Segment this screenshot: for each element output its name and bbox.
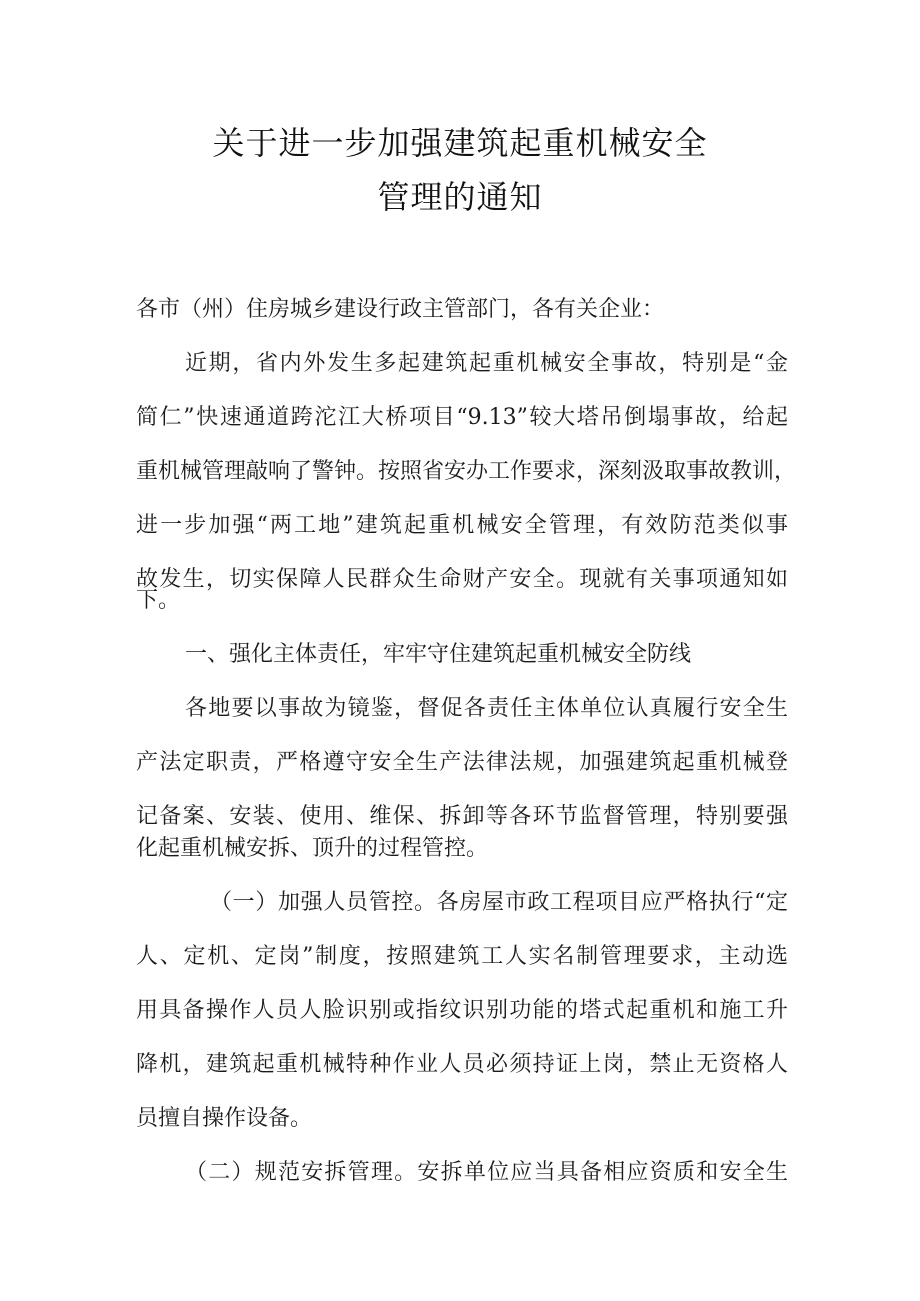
paragraph-line: 进一步加强“两工地”建筑起重机械安全管理，有效防范类似事: [136, 513, 788, 538]
paragraph-line: 记备案、安装、使用、维保、拆卸等各环节监督管理，特别要强: [136, 804, 788, 829]
paragraph-line: 人、定机、定岗”制度，按照建筑工人实名制管理要求，主动选: [136, 944, 788, 969]
title-line-2: 管理的通知: [377, 178, 543, 216]
salutation: 各市（州）住房城乡建设行政主管部门，各有关企业：: [136, 297, 665, 322]
paragraph-line: （一）加强人员管控。各房屋市政工程项目应严格执行“定: [210, 890, 788, 915]
paragraph-line: 用具备操作人员人脸识别或指纹识别功能的塔式起重机和施工升: [136, 998, 788, 1023]
paragraph-line: 重机械管理敲响了警钟。按照省安办工作要求，深刻汲取事故教训，: [136, 459, 797, 484]
paragraph-line: （二）规范安拆管理。安拆单位应当具备相应资质和安全生: [185, 1160, 788, 1185]
paragraph-line: 降机，建筑起重机械特种作业人员必须持证上岗，禁止无资格人: [136, 1052, 788, 1077]
paragraph-line: 化起重机械安拆、顶升的过程管控。: [136, 836, 489, 861]
paragraph-line: 产法定职责，严格遵守安全生产法律法规，加强建筑起重机械登: [136, 750, 788, 775]
paragraph-line: 各地要以事故为镜鉴，督促各责任主体单位认真履行安全生: [185, 696, 788, 721]
title-line-1: 关于进一步加强建筑起重机械安全: [212, 124, 708, 162]
section-heading: 一、强化主体责任，牢牢守住建筑起重机械安全防线: [185, 642, 692, 667]
paragraph-line: 近期，省内外发生多起建筑起重机械安全事故，特别是“金: [185, 351, 788, 376]
paragraph-line: 员擅自操作设备。: [136, 1106, 313, 1131]
paragraph-line: 简仁”快速通道跨沱江大桥项目“9.13”较大塔吊倒塌事故，给起: [136, 405, 788, 430]
paragraph-line: 故发生，切实保障人民群众生命财产安全。现就有关事项通知如: [136, 567, 788, 592]
paragraph-line: 下。: [136, 588, 181, 613]
